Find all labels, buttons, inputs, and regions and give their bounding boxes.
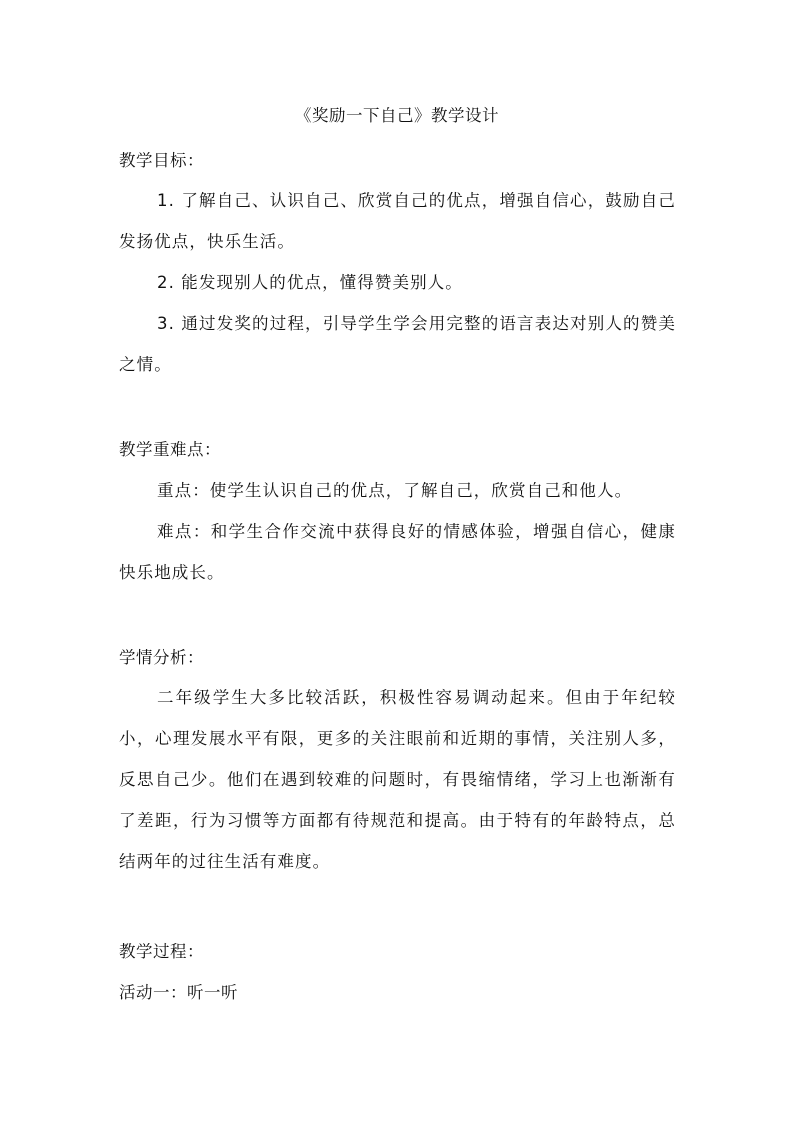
objective-item-2: 2. 能发现别人的优点，懂得赞美别人。	[157, 273, 463, 292]
analysis-heading: 学情分析：	[119, 648, 204, 667]
objectives-heading: 教学目标：	[119, 151, 204, 170]
document-title: 《奖励一下自己》教学设计	[295, 106, 499, 125]
analysis-body: 二年级学生大多比较活跃，积极性容易调动起来。但由于年纪较小，心理发展水平有限，更多的关注眼前和近期的事情，关注别人多，反思自己少。他们在遇到较难的问题时，有畏缩情绪，学习上也渐渐有了差距，行为习惯等方面都有待规范和提高。由于特有的年龄特点，总结两年的过往生活有难度。	[119, 688, 676, 871]
key-point-difficulty: 难点：和学生合作交流中获得良好的情感体验，增强自信心，健康快乐地成长。	[119, 522, 676, 582]
objective-item-1: 1. 了解自己、认识自己、欣赏自己的优点，增强自信心，鼓励自己发扬优点，快乐生活。	[119, 191, 676, 251]
process-heading: 教学过程：	[119, 942, 204, 961]
key-points-heading: 教学重难点：	[119, 440, 221, 459]
objective-item-3: 3. 通过发奖的过程，引导学生学会用完整的语言表达对别人的赞美之情。	[119, 314, 676, 374]
activity-1-heading: 活动一：听一听	[119, 983, 238, 1002]
key-point-focus: 重点：使学生认识自己的优点，了解自己，欣赏自己和他人。	[157, 481, 633, 500]
